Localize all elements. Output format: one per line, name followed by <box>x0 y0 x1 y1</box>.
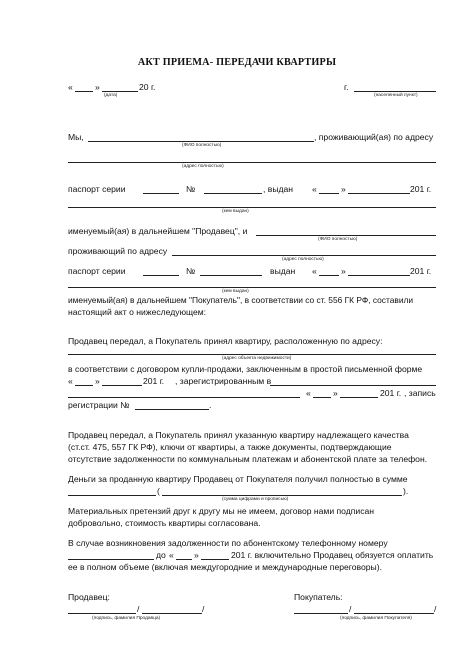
seller-signature-line[interactable] <box>68 613 136 614</box>
buyer-quote-close: » <box>341 266 346 276</box>
contract-day-line[interactable] <box>75 385 93 386</box>
debt-line-2-rest: 201 г. включительно Продавец обязуется оплатить <box>231 550 434 560</box>
buyer-number-label: № <box>186 266 196 276</box>
buyer-signature-label: Покупатель: <box>294 592 343 602</box>
seller-issued-by-caption: (кем выдан) <box>222 209 249 214</box>
quality-line-1: Продавец передал, а Покупатель принял указанную квартиру надлежащего качества <box>68 430 409 440</box>
date-quote-close: » <box>95 82 100 92</box>
seller-address-line[interactable] <box>68 162 436 163</box>
buyer-passport-series-line[interactable] <box>143 275 179 276</box>
buyer-slash-1: / <box>349 604 352 614</box>
seller-issue-year: 201 г. <box>410 184 432 194</box>
money-paren-close: ). <box>403 486 409 496</box>
registered-label: , зарегистрированным в <box>175 376 272 386</box>
seller-issue-month-line[interactable] <box>348 193 410 194</box>
seller-number-label: № <box>186 184 196 194</box>
buyer-issue-year: 201 г. <box>410 266 432 276</box>
seller-passport-label: паспорт серии <box>68 184 126 194</box>
contract-quote-open: « <box>68 376 73 386</box>
record-quote-open: « <box>306 388 311 398</box>
seller-address-caption: (адрес полностью) <box>182 164 224 169</box>
buyer-issue-month-line[interactable] <box>348 275 410 276</box>
seller-slash-2: / <box>202 604 205 614</box>
seller-fio-line[interactable] <box>88 141 314 142</box>
buyer-slash-2: / <box>434 604 437 614</box>
buyer-named-line-2: настоящий акт о нижеследующем: <box>68 307 207 317</box>
contract-month-line[interactable] <box>102 385 142 386</box>
object-address-line[interactable] <box>68 354 436 355</box>
date-day-line[interactable] <box>75 91 93 92</box>
buyer-fio-caption: (ФИО полностью) <box>318 237 358 242</box>
date-month-line[interactable] <box>102 91 138 92</box>
seller-signature-label: Продавец: <box>68 592 110 602</box>
money-words-line[interactable] <box>162 495 402 496</box>
seller-slash-1: / <box>137 604 140 614</box>
buyer-issue-day-line[interactable] <box>319 275 339 276</box>
buyer-issued-by-line[interactable] <box>68 287 436 288</box>
buyer-issued-by-caption: (кем выдан) <box>222 289 249 294</box>
record-label: , запись <box>404 388 436 398</box>
seller-named-label: именуемый(ая) в дальнейшем "Продавец", и <box>68 226 248 236</box>
buyer-address-caption: (адрес полностью) <box>282 257 324 262</box>
document-title: АКТ ПРИЕМА- ПЕРЕДАЧИ КВАРТИРЫ <box>137 57 337 68</box>
buyer-passport-label: паспорт серии <box>68 266 126 276</box>
debt-month-line[interactable] <box>201 559 229 560</box>
phone-number-line[interactable] <box>68 559 154 560</box>
registration-label: регистрации № <box>68 400 130 410</box>
transfer-line-2: в соответствии с договором купли-продажи, заключенным в простой письменной форме <box>68 364 423 374</box>
transfer-line-1: Продавец передал, а Покупатель принял квартиру, расположенную по адресу: <box>68 336 383 346</box>
claims-line-2: добровольно, стоимость квартиры согласована. <box>68 518 261 528</box>
buyer-quote-open: « <box>312 266 317 276</box>
date-caption: (дата) <box>104 93 118 98</box>
date-year: 20 г. <box>139 82 156 92</box>
quality-line-3: отсутствие задолженности по коммунальным платежам и абонентской плате за телефон. <box>68 454 428 464</box>
city-prefix: г. <box>344 82 349 92</box>
record-year: 201 г. <box>380 388 402 398</box>
debt-until: до <box>156 550 166 560</box>
we-label: Мы, <box>68 132 84 142</box>
seller-quote-close: » <box>341 184 346 194</box>
buyer-passport-number-line[interactable] <box>200 275 262 276</box>
debt-line-1: В случае возникновения задолженности по абонентскому телефонному номеру <box>68 538 388 548</box>
date-quote-open: « <box>68 82 73 92</box>
record-quote-close: » <box>333 388 338 398</box>
contract-year: 201 г. <box>143 376 165 386</box>
claims-line-1: Материальных претензий друг к другу мы не имеем, договор нами подписан <box>68 506 375 516</box>
seller-residing-label: , проживающий(ая) по адресу <box>314 132 434 142</box>
buyer-signature-line[interactable] <box>294 613 348 614</box>
registration-number-line[interactable] <box>135 409 209 410</box>
buyer-address-line[interactable] <box>172 255 436 256</box>
debt-quote-close: » <box>194 550 199 560</box>
seller-issued-label: , выдан <box>263 184 294 194</box>
seller-quote-open: « <box>312 184 317 194</box>
seller-fio-caption: (ФИО полностью) <box>182 143 222 148</box>
money-paren-open: ( <box>157 486 160 496</box>
city-caption: (населенный пункт) <box>374 93 418 98</box>
contract-quote-close: » <box>95 376 100 386</box>
seller-issued-by-line[interactable] <box>68 207 436 208</box>
seller-surname-line[interactable] <box>142 613 202 614</box>
seller-passport-series-line[interactable] <box>143 193 179 194</box>
buyer-signature-caption: (подпись, фамилия Покупателя) <box>340 616 412 621</box>
debt-quote-open: « <box>169 550 174 560</box>
seller-signature-caption: (подпись, фамилия Продавца) <box>92 616 161 621</box>
money-line-1: Деньги за проданную квартиру Продавец от Покупателя получил полностью в сумме <box>68 474 408 484</box>
buyer-residing-label: проживающий по адресу <box>68 246 168 256</box>
money-caption: (сумма цифрами и прописью) <box>222 497 289 502</box>
quality-line-2: (ст.ст. 475, 557 ГК РФ), ключи от квартиры, а также документы, подтверждающие <box>68 442 392 452</box>
money-digits-line[interactable] <box>68 495 156 496</box>
record-day-line[interactable] <box>313 397 331 398</box>
debt-line-3: ее в полном объеме (включая междугородние и международные переговоры). <box>68 562 382 572</box>
buyer-issued-label: выдан <box>270 266 296 276</box>
debt-day-line[interactable] <box>176 559 192 560</box>
object-address-caption: (адрес объекта недвижимости) <box>222 356 292 361</box>
record-month-line[interactable] <box>340 397 378 398</box>
registration-body-line[interactable] <box>68 397 300 398</box>
registration-end: . <box>209 400 212 410</box>
buyer-surname-line[interactable] <box>354 613 434 614</box>
buyer-named-line-1: именуемый(ая) в дальнейшем "Покупатель", в соответствии со ст. 556 ГК РФ, составили <box>68 295 414 305</box>
buyer-fio-line[interactable] <box>256 235 436 236</box>
seller-issue-day-line[interactable] <box>319 193 339 194</box>
registered-in-line[interactable] <box>270 385 436 386</box>
city-line[interactable] <box>354 91 436 92</box>
seller-passport-number-line[interactable] <box>204 193 262 194</box>
